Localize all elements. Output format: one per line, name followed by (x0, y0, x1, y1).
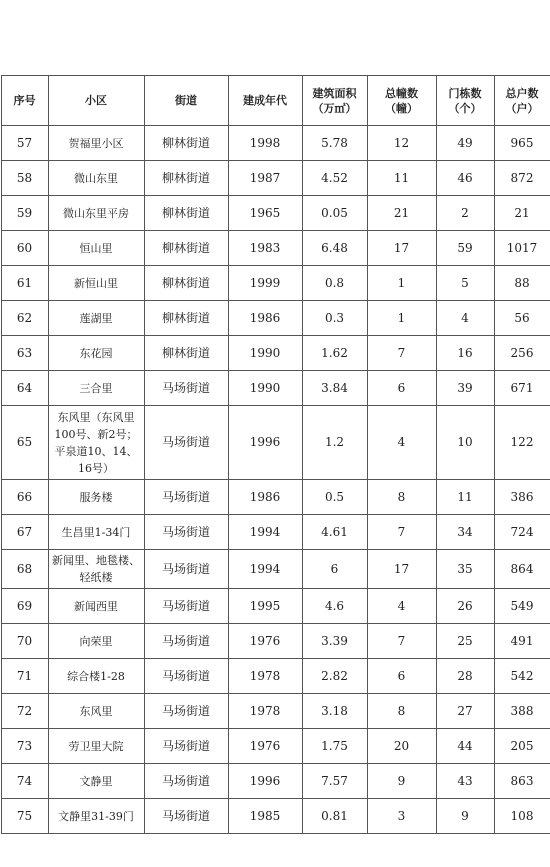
cell-buildings: 21 (367, 196, 436, 231)
cell-no: 68 (1, 550, 48, 589)
cell-community: 文静里31-39门 (48, 799, 144, 834)
table-row (1, 659, 550, 694)
cell-no: 57 (1, 126, 48, 161)
cell-street: 柳林街道 (144, 196, 228, 231)
table-row (1, 799, 550, 834)
cell-no: 71 (1, 659, 48, 694)
cell-area: 6.48 (302, 231, 367, 266)
table-row (1, 161, 550, 196)
cell-households: 549 (494, 589, 550, 624)
cell-no: 75 (1, 799, 48, 834)
cell-year: 1998 (228, 126, 302, 161)
cell-year: 1978 (228, 694, 302, 729)
cell-households: 542 (494, 659, 550, 694)
cell-buildings: 20 (367, 729, 436, 764)
cell-street: 柳林街道 (144, 301, 228, 336)
cell-no: 69 (1, 589, 48, 624)
cell-doors: 49 (436, 126, 494, 161)
table-container (0, 75, 550, 834)
cell-community-line: 16号） (78, 461, 114, 475)
cell-street: 柳林街道 (144, 231, 228, 266)
cell-buildings: 8 (367, 480, 436, 515)
cell-doors: 43 (436, 764, 494, 799)
cell-area: 2.82 (302, 659, 367, 694)
cell-street: 马场街道 (144, 799, 228, 834)
table-row (1, 729, 550, 764)
header-doors-label-1: 门栋数 (448, 86, 482, 100)
cell-doors: 4 (436, 301, 494, 336)
cell-year: 1994 (228, 550, 302, 589)
cell-no: 73 (1, 729, 48, 764)
cell-households: 256 (494, 336, 550, 371)
cell-community-line: 平泉道10、14、 (54, 444, 138, 458)
cell-doors: 39 (436, 371, 494, 406)
cell-doors: 16 (436, 336, 494, 371)
cell-community: 贺福里小区 (48, 126, 144, 161)
cell-buildings: 17 (367, 550, 436, 589)
cell-community: 服务楼 (48, 480, 144, 515)
cell-buildings: 7 (367, 515, 436, 550)
cell-community-line: 东风里（东风里 (57, 410, 135, 424)
cell-area: 0.81 (302, 799, 367, 834)
cell-year: 1986 (228, 301, 302, 336)
cell-area: 1.2 (302, 406, 367, 480)
cell-community (48, 406, 144, 480)
cell-street: 马场街道 (144, 764, 228, 799)
header-buildings-label-1: 总幢数 (385, 86, 418, 100)
cell-households: 205 (494, 729, 550, 764)
cell-community: 新恒山里 (48, 266, 144, 301)
table-row (1, 126, 550, 161)
table-row (1, 371, 550, 406)
cell-doors: 5 (436, 266, 494, 301)
cell-year: 1976 (228, 729, 302, 764)
cell-households: 1017 (494, 231, 550, 266)
cell-year: 1986 (228, 480, 302, 515)
cell-street: 马场街道 (144, 550, 228, 589)
header-households-label-1: 总户数 (505, 86, 539, 100)
cell-no: 61 (1, 266, 48, 301)
cell-doors: 34 (436, 515, 494, 550)
cell-no: 67 (1, 515, 48, 550)
cell-area: 7.57 (302, 764, 367, 799)
cell-doors: 46 (436, 161, 494, 196)
cell-doors: 11 (436, 480, 494, 515)
cell-doors: 2 (436, 196, 494, 231)
cell-area: 4.52 (302, 161, 367, 196)
table-row (1, 406, 550, 480)
cell-community: 微山东里 (48, 161, 144, 196)
cell-area: 6 (302, 550, 367, 589)
cell-households: 108 (494, 799, 550, 834)
cell-community: 恒山里 (48, 231, 144, 266)
header-area (302, 76, 367, 126)
table-row (1, 196, 550, 231)
cell-households: 56 (494, 301, 550, 336)
cell-community: 东花园 (48, 336, 144, 371)
cell-area: 3.18 (302, 694, 367, 729)
cell-community-line: 新闻里、地毯楼、 (52, 554, 140, 567)
cell-doors: 25 (436, 624, 494, 659)
cell-street: 马场街道 (144, 694, 228, 729)
cell-no: 63 (1, 336, 48, 371)
cell-area: 4.6 (302, 589, 367, 624)
cell-area: 5.78 (302, 126, 367, 161)
cell-buildings: 11 (367, 161, 436, 196)
cell-area: 0.3 (302, 301, 367, 336)
cell-year: 1996 (228, 764, 302, 799)
cell-no: 66 (1, 480, 48, 515)
cell-community: 东风里 (48, 694, 144, 729)
cell-community: 文静里 (48, 764, 144, 799)
cell-street: 柳林街道 (144, 336, 228, 371)
cell-households: 88 (494, 266, 550, 301)
cell-community (48, 550, 144, 589)
cell-no: 60 (1, 231, 48, 266)
cell-households: 724 (494, 515, 550, 550)
cell-area: 0.5 (302, 480, 367, 515)
cell-year: 1994 (228, 515, 302, 550)
cell-community: 新闻西里 (48, 589, 144, 624)
cell-year: 1987 (228, 161, 302, 196)
cell-doors: 44 (436, 729, 494, 764)
cell-households: 386 (494, 480, 550, 515)
cell-street: 马场街道 (144, 624, 228, 659)
cell-community: 向荣里 (48, 624, 144, 659)
cell-doors: 10 (436, 406, 494, 480)
header-area-label-1: 建筑面积 (312, 86, 357, 100)
table-row (1, 589, 550, 624)
cell-community: 三合里 (48, 371, 144, 406)
cell-buildings: 7 (367, 624, 436, 659)
header-street (144, 76, 228, 126)
cell-community-line: 100号、新2号； (54, 427, 138, 441)
cell-no: 62 (1, 301, 48, 336)
cell-buildings: 8 (367, 694, 436, 729)
cell-area: 3.84 (302, 371, 367, 406)
community-table (1, 75, 550, 834)
cell-households: 864 (494, 550, 550, 589)
header-doors-label-2: （个） (448, 101, 482, 115)
cell-area: 4.61 (302, 515, 367, 550)
header-area-label-2: （万㎡） (312, 101, 357, 115)
cell-year: 1976 (228, 624, 302, 659)
header-households (494, 76, 550, 126)
cell-buildings: 4 (367, 406, 436, 480)
cell-buildings: 4 (367, 589, 436, 624)
header-no-label: 序号 (13, 94, 36, 107)
cell-street: 马场街道 (144, 371, 228, 406)
cell-buildings: 6 (367, 371, 436, 406)
cell-street: 马场街道 (144, 480, 228, 515)
cell-buildings: 12 (367, 126, 436, 161)
header-doors (436, 76, 494, 126)
cell-buildings: 9 (367, 764, 436, 799)
table-row (1, 764, 550, 799)
cell-no: 70 (1, 624, 48, 659)
cell-households: 671 (494, 371, 550, 406)
cell-community-line: 轻纸楼 (79, 571, 113, 584)
cell-street: 马场街道 (144, 659, 228, 694)
cell-street: 马场街道 (144, 515, 228, 550)
table-row (1, 550, 550, 589)
cell-no: 58 (1, 161, 48, 196)
cell-area: 3.39 (302, 624, 367, 659)
cell-no: 72 (1, 694, 48, 729)
cell-area: 0.05 (302, 196, 367, 231)
cell-year: 1985 (228, 799, 302, 834)
table-row (1, 266, 550, 301)
cell-street: 马场街道 (144, 589, 228, 624)
cell-area: 1.75 (302, 729, 367, 764)
cell-community: 莲湖里 (48, 301, 144, 336)
header-street-label: 街道 (175, 94, 197, 107)
cell-street: 柳林街道 (144, 126, 228, 161)
header-households-label-2: （户） (505, 101, 539, 115)
cell-buildings: 1 (367, 301, 436, 336)
cell-households: 388 (494, 694, 550, 729)
cell-households: 863 (494, 764, 550, 799)
cell-buildings: 7 (367, 336, 436, 371)
cell-households: 491 (494, 624, 550, 659)
cell-area: 1.62 (302, 336, 367, 371)
cell-doors: 9 (436, 799, 494, 834)
cell-buildings: 6 (367, 659, 436, 694)
cell-buildings: 3 (367, 799, 436, 834)
cell-no: 64 (1, 371, 48, 406)
cell-area: 0.8 (302, 266, 367, 301)
cell-households: 21 (494, 196, 550, 231)
cell-year: 1999 (228, 266, 302, 301)
cell-year: 1983 (228, 231, 302, 266)
cell-community: 综合楼1-28 (48, 659, 144, 694)
table-row (1, 480, 550, 515)
cell-year: 1995 (228, 589, 302, 624)
cell-street: 马场街道 (144, 406, 228, 480)
cell-community: 微山东里平房 (48, 196, 144, 231)
table-body (1, 126, 550, 834)
header-no (1, 76, 48, 126)
cell-community: 劳卫里大院 (48, 729, 144, 764)
cell-year: 1996 (228, 406, 302, 480)
table-row (1, 336, 550, 371)
header-buildings (367, 76, 436, 126)
header-community-label: 小区 (85, 94, 107, 107)
table-row (1, 301, 550, 336)
cell-doors: 27 (436, 694, 494, 729)
cell-households: 965 (494, 126, 550, 161)
cell-doors: 26 (436, 589, 494, 624)
cell-doors: 35 (436, 550, 494, 589)
cell-households: 872 (494, 161, 550, 196)
cell-doors: 28 (436, 659, 494, 694)
header-buildings-label-2: （幢） (385, 101, 418, 115)
header-year-label: 建成年代 (243, 94, 287, 107)
cell-households: 122 (494, 406, 550, 480)
cell-street: 柳林街道 (144, 266, 228, 301)
cell-year: 1990 (228, 371, 302, 406)
cell-no: 74 (1, 764, 48, 799)
cell-doors: 59 (436, 231, 494, 266)
header-row (1, 76, 550, 126)
cell-community: 生昌里1-34门 (48, 515, 144, 550)
cell-year: 1978 (228, 659, 302, 694)
cell-no: 65 (1, 406, 48, 480)
cell-year: 1965 (228, 196, 302, 231)
cell-no: 59 (1, 196, 48, 231)
cell-street: 马场街道 (144, 729, 228, 764)
table-row (1, 231, 550, 266)
cell-street: 柳林街道 (144, 161, 228, 196)
cell-year: 1990 (228, 336, 302, 371)
table-row (1, 515, 550, 550)
table-row (1, 624, 550, 659)
header-year (228, 76, 302, 126)
table-row (1, 694, 550, 729)
cell-buildings: 17 (367, 231, 436, 266)
header-community (48, 76, 144, 126)
cell-buildings: 1 (367, 266, 436, 301)
